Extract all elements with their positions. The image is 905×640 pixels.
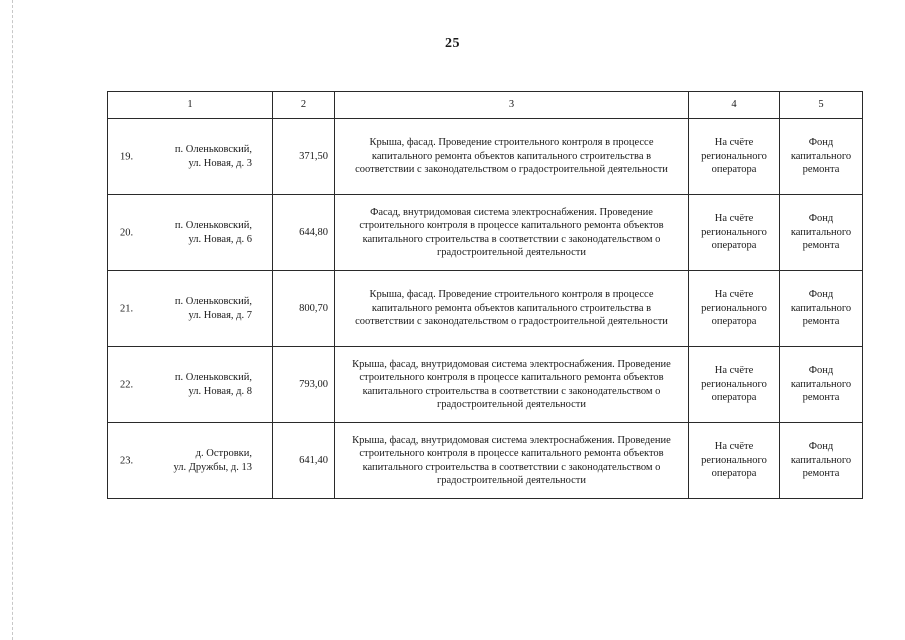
row-number: 23. [120,454,134,466]
fund-cell [780,347,863,423]
fund-line-2: капитального [790,302,852,314]
column-header-3: 3 [335,92,689,119]
area-cell: 641,40 [273,423,335,499]
account-line-2: регионального [701,226,767,238]
fund-line-1: Фонд [808,213,834,225]
account-line-2: регионального [701,378,767,390]
account-line-2: регионального [701,454,767,466]
address-line-2: ул. Дружбы, д. 13 [173,461,252,473]
address-line-1: п. Оленьковский, [174,144,252,155]
account-line-1: На счёте [714,213,754,225]
area-cell: 644,80 [273,195,335,271]
account-line-1: На счёте [714,289,754,301]
fund-line-3: ремонта [802,240,840,252]
fund-cell [780,119,863,195]
repair-register-table [107,91,863,499]
account-line-3: оператора [711,164,757,176]
fund-line-1: Фонд [808,441,834,453]
account-line-2: регионального [701,302,767,314]
fund-cell [780,195,863,271]
table-row [108,195,863,271]
column-header-2: 2 [273,92,335,119]
fund-line-1: Фонд [808,365,834,377]
account-line-1: На счёте [714,365,754,377]
account-line-3: оператора [711,392,757,404]
fund-line-3: ремонта [802,392,840,404]
address-line-1: д. Островки, [195,448,252,459]
row-number: 21. [120,302,134,314]
address-line-2: ул. Новая, д. 8 [188,385,252,397]
page-edge-line [12,0,13,640]
account-cell [689,347,780,423]
address-line-1: п. Оленьковский, [174,372,252,383]
column-header-4: 4 [689,92,780,119]
address-line-2: ул. Новая, д. 3 [188,157,252,169]
address-cell [108,195,273,271]
table-header-row [108,92,863,119]
works-cell: Фасад, внутридомовая система электроснабжения. Проведение строительного контроля в процессе капитального ремонта объектов капитального строительства в соответствии с законодательством о градостроительной деятельности [335,195,689,271]
address-cell [108,347,273,423]
address-line-2: ул. Новая, д. 6 [188,233,252,245]
fund-line-1: Фонд [808,289,834,301]
row-number: 19. [120,150,134,162]
fund-line-3: ремонта [802,164,840,176]
page-number: 25 [445,36,460,51]
fund-line-2: капитального [790,226,852,238]
account-line-3: оператора [711,468,757,480]
column-header-5: 5 [780,92,863,119]
address-line-1: п. Оленьковский, [174,296,252,307]
fund-cell [780,271,863,347]
account-line-3: оператора [711,316,757,328]
area-cell: 371,50 [273,119,335,195]
account-line-2: регионального [701,150,767,162]
row-number: 22. [120,378,134,390]
works-cell: Крыша, фасад. Проведение строительного контроля в процессе капитального ремонта объектов капитального строительства в соответствии с законодательством о градостроительной деятельности [335,119,689,195]
area-cell: 793,00 [273,347,335,423]
table-row [108,423,863,499]
address-cell [108,119,273,195]
fund-line-2: капитального [790,378,852,390]
area-cell: 800,70 [273,271,335,347]
row-number: 20. [120,226,134,238]
address-cell [108,271,273,347]
table-row [108,119,863,195]
fund-cell [780,423,863,499]
table-row [108,347,863,423]
address-cell [108,423,273,499]
fund-line-3: ремонта [802,316,840,328]
account-cell [689,119,780,195]
fund-line-3: ремонта [802,468,840,480]
account-cell [689,271,780,347]
address-line-2: ул. Новая, д. 7 [188,309,252,321]
address-line-1: п. Оленьковский, [174,220,252,231]
works-cell: Крыша, фасад, внутридомовая система электроснабжения. Проведение строительного контроля в процессе капитального ремонта объектов капитального строительства в соответствии с законодательством о градостроительной деятельности [335,347,689,423]
account-cell [689,195,780,271]
account-line-1: На счёте [714,137,754,149]
account-cell [689,423,780,499]
account-line-3: оператора [711,240,757,252]
fund-line-2: капитального [790,150,852,162]
account-line-1: На счёте [714,441,754,453]
fund-line-2: капитального [790,454,852,466]
table-row [108,271,863,347]
works-cell: Крыша, фасад, внутридомовая система электроснабжения. Проведение строительного контроля в процессе капитального ремонта объектов капитального строительства в соответствии с законодательством о градостроительной деятельности [335,423,689,499]
column-header-1: 1 [108,92,273,119]
fund-line-1: Фонд [808,137,834,149]
works-cell: Крыша, фасад. Проведение строительного контроля в процессе капитального ремонта объектов капитального строительства в соответствии с законодательством о градостроительной деятельности [335,271,689,347]
